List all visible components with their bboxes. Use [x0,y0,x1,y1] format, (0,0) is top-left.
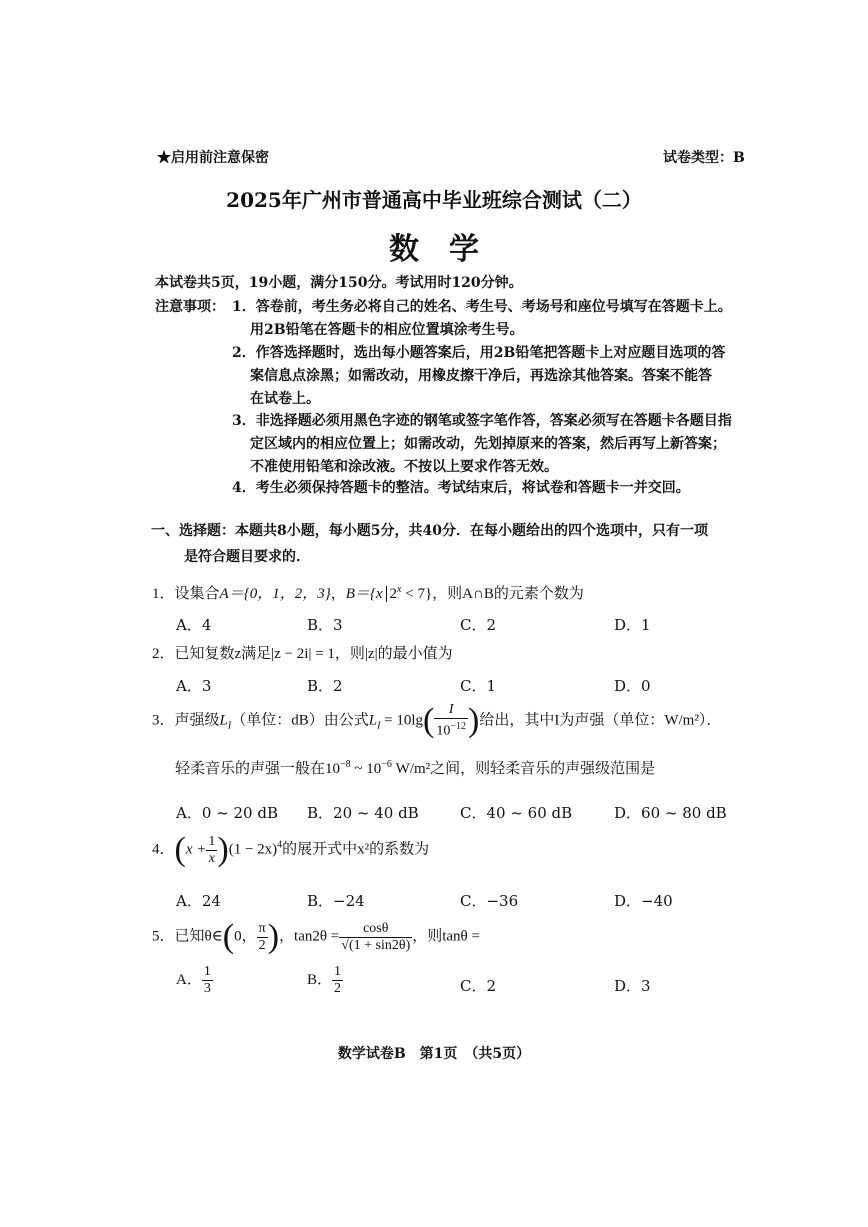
q2-option-a[interactable]: A．3 [176,677,212,695]
paren-right: ) [217,831,229,868]
q5-pi-num: π [258,920,266,936]
q5-frac-num: cosθ [339,921,412,938]
q4-x: x + [185,841,207,858]
paren-left: ( [222,918,235,955]
q5-text: 5．已知θ∈ [152,928,223,945]
q5-text-mid: ，tan2θ = [279,928,340,945]
q5-interval: 0， [234,928,257,945]
notice-item-1 [232,296,732,342]
q3-formula-sub: I [377,720,381,732]
q3-text-mid: （单位：dB）由公式 [231,712,369,729]
section-heading: 一、选择题：本题共8小题，每小题5分，共40分．在每小题给出的四个选项中，只有一项 [151,523,708,539]
q4-option-b[interactable]: B．−24 [307,892,365,910]
question-1-stem [152,582,584,603]
notice-line: 在试卷上。 [250,391,320,407]
notice-line: 定区域内的相应位置上；如需改动，先划掉原来的答案，然后再写上新答案； [250,436,726,452]
question-2-stem: 2．已知复数z满足|z − 2i| = 1，则|z|的最小值为 [152,646,453,662]
notice-line: 3．非选择题必须用黑色字迹的钢笔或签字笔作答，答案必须写在答题卡各题目指 [232,413,732,429]
q2-option-d[interactable]: D．0 [614,677,651,695]
paren-left: ( [423,701,435,739]
q3-frac-num: I [448,702,454,717]
set-divider [386,586,387,602]
q5-text-end: ，则tanθ = [412,928,480,945]
exam-intro: 本试卷共5页，19小题，满分150分。考试用时120分钟。 [155,275,523,291]
notice-item-3 [232,410,732,479]
notice-line: 案信息点涂黑；如需改动，用橡皮擦干净后，再选涂其他答案。答案不能答 [250,368,712,384]
q5-pi-den: 2 [258,937,266,953]
q4-text: 的展开式中x²的系数为 [282,841,430,858]
question-number: 1． [152,586,175,602]
question-3-line2 [175,757,655,778]
q1-option-c[interactable]: C．2 [460,616,497,634]
q5-frac-den: √(1 + sin2θ) [341,937,411,953]
q4-factor: (1 − 2x) [228,841,278,858]
option-label: A． [176,971,202,988]
q3-line2-pre: 轻柔音乐的声强一般在10 [175,761,341,777]
q3-text: 3．声强级 [152,712,220,729]
page-footer: 数学试卷B 第1页 （共5页） [337,1046,531,1062]
notice-line: 2．作答选择题时，选出每小题答案后，用2B铅笔把答题卡上对应题目选项的答 [232,345,726,361]
q3-line2-mid: ~ 10 [350,761,382,777]
set-b-close: < 7} [401,586,433,602]
q3-exp1: −8 [340,759,351,770]
set-b-open: B＝{x [345,586,383,602]
frac-num: 1 [203,964,211,979]
q3-fraction [434,702,468,740]
notice-item-4 [232,477,690,500]
question-4-stem [152,833,429,867]
q5-option-d[interactable]: D．3 [614,977,651,995]
section-heading-cont: 是符合题目要求的． [184,549,310,565]
exam-title: 2025年广州市普通高中毕业班综合测试（二） [226,188,642,212]
q3-line2-post: W/m²之间，则轻柔音乐的声强级范围是 [391,761,656,777]
q4-frac-den: x [208,850,215,866]
notice-line: 4．考生必须保持答题卡的整洁。考试结束后，将试卷和答题卡一并交回。 [232,480,690,496]
q3-option-a[interactable]: A．0 ~ 20 dB [176,804,278,822]
frac-den: 2 [334,981,342,996]
question-5-stem [152,920,480,954]
option-fraction [332,964,343,997]
q5-fraction [339,921,412,954]
q2-option-b[interactable]: B．2 [307,677,343,695]
question-number: 4． [152,841,175,858]
set-b-base: 2 [389,586,398,602]
q1-text: 设集合 [174,586,220,602]
paren-right: ) [468,701,480,739]
q3-frac-exp: −12 [450,721,467,732]
q3-option-d[interactable]: D．60 ~ 80 dB [614,804,727,822]
question-3-stem [152,702,721,740]
q4-fraction [206,834,217,867]
notice-line: 用2B铅笔在答题卡的相应位置填涂考生号。 [250,322,524,338]
option-fraction [202,964,213,997]
q1-option-b[interactable]: B．3 [307,616,343,634]
q3-exp2: −6 [381,759,392,770]
set-a: A＝{0，1，2，3} [219,586,331,602]
q1-option-a[interactable]: A．4 [176,616,212,634]
subject-title: 数 学 [389,232,479,267]
q4-frac-num: 1 [208,833,216,849]
notice-line: 不准使用铅笔和涂改液。不按以上要求作答无效。 [250,459,558,475]
q4-option-a[interactable]: A．24 [176,892,221,910]
q1-text-end: ，则A∩B的元素个数为 [432,586,584,602]
paren-left: ( [174,831,186,868]
paren-right: ) [267,918,280,955]
notice-item-2 [232,342,725,411]
q5-option-a[interactable] [176,964,213,997]
q5-option-c[interactable]: C．2 [460,977,497,995]
q3-text-end: 给出，其中I为声强（单位：W/m²）． [479,712,722,729]
q3-formula-L: L [368,712,378,729]
frac-den: 3 [203,981,211,996]
q3-frac-den: 10 [436,723,451,739]
frac-num: 1 [334,964,342,979]
q4-option-d[interactable]: D．−40 [614,892,673,910]
q1-sep: ， [330,586,346,602]
confidential-label: ★启用前注意保密 [157,150,269,166]
set-b-exp: x [397,584,402,595]
notice-line: 1．答卷前，考生务必将自己的姓名、考生号、考场号和座位号填写在答题卡上。 [232,299,732,315]
q5-pi-fraction [257,921,268,954]
q3-formula-lg: = 10lg [380,712,424,729]
q3-option-c[interactable]: C．40 ~ 60 dB [460,804,573,822]
option-label: B． [307,971,333,988]
q3-var-sub: I [227,720,232,732]
q3-option-b[interactable]: B．20 ~ 40 dB [307,804,419,822]
q2-option-c[interactable]: C．1 [460,677,497,695]
q4-power: 4 [277,839,283,851]
notice-label: 注意事项： [155,299,225,315]
q1-option-d[interactable]: D．1 [614,616,651,634]
q5-option-b[interactable] [307,964,343,997]
paper-type-label: 试卷类型：B [663,150,745,166]
q4-option-c[interactable]: C．−36 [460,892,519,910]
q3-var-L: L [219,712,228,729]
